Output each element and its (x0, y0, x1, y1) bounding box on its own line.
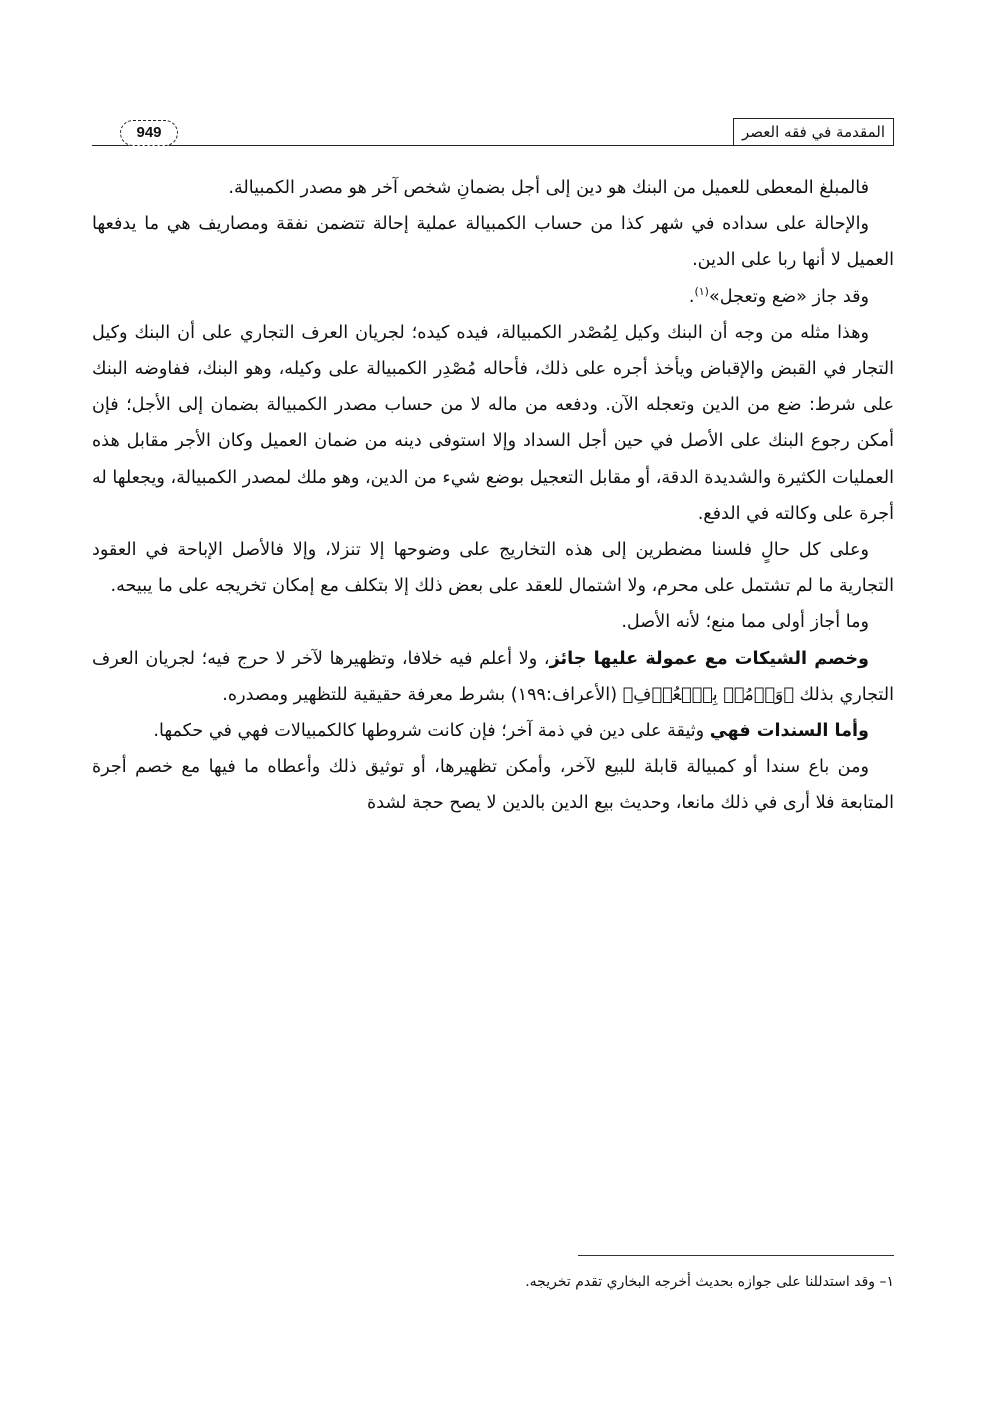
footnote: ١– وقد استدللنا على جوازه بحديث أخرجه البخاري تقدم تخريجه. (525, 1274, 894, 1290)
paragraph-text: وهذا مثله من وجه أن البنك وكيل لِمُصْدر الكمبيالة، فيده كيده؛ لجريان العرف التجاري على أن البنك وكيل التجار في القبض والإقباض ويأخذ أجره على ذلك، فأحاله مُصْدِر الكمبيالة على وكيله، وهو البنك، ففاوضه البنك على شرط: ضع من الدين وتعجله الآن. ودفعه من ماله لا من حساب مصدر الكمبيالة بضمان إلى الأجل؛ فإن أمكن رجوع البنك على الأصل في حين أجل السداد وإلا استوفى دينه من ضمان العميل وكان الأجر مقابل هذه العمليات الكثيرة والشديدة الدقة، أو مقابل التعجيل بوضع شيء من الدين، وهو ملك لمصدر الكمبيالة، ويجعلها له أجرة على وكالته في الدفع. (92, 322, 894, 524)
paragraph-text: وثيقة على دين في ذمة آخر؛ فإن كانت شروطها كالكمبيالات فهي في حكمها. (153, 721, 705, 742)
quran-verse: ﴿وَأۡمُرۡ بِٱلۡعُرۡفِ﴾ (622, 684, 794, 705)
paragraph-3 (92, 279, 894, 315)
paragraph-text: ، ولا أعلم فيه خلافا، وتظهيرها لآخر لا حرج فيه؛ لجريان العرف التجاري بذلك (92, 648, 894, 705)
paragraph-text: وقد جاز «ضع وتعجل» (708, 286, 869, 307)
book-title: المقدمة في فقه العصر (733, 118, 894, 145)
paragraph-text: ومن باع سندا أو كمبيالة قابلة للبيع لآخر، وأمكن تظهيرها، أو توثيق ذلك وأعطاه ما فيها مع خصم أجرة المتابعة فلا أرى في ذلك مانعا، وحديث بيع الدين بالدين لا يصح حجة لشدة (92, 757, 894, 814)
paragraph-text: وعلى كل حالٍ فلسنا مضطرين إلى هذه التخاريج على وضوحها إلا تنزلا، وإلا فالأصل الإباحة في العقود التجارية ما لم تشتمل على محرم، ولا اشتمال للعقد على بعض ذلك إلا بتكلف مع إمكان تخريجه على ما يبيحه. (92, 540, 894, 597)
paragraph-9 (92, 749, 894, 821)
header-rule (92, 145, 894, 146)
paragraph-text-after: بشرط معرفة حقيقية للتظهير ومصدره. (222, 684, 506, 705)
main-text (92, 170, 894, 822)
footnote-reference[interactable]: (١) (694, 284, 709, 298)
paragraph-text: فالمبلغ المعطى للعميل من البنك هو دين إلى أجل بضمانِ شخص آخر هو مصدر الكمبيالة. (228, 178, 869, 198)
quran-reference: (الأعراف:١٩٩) (510, 684, 618, 705)
paragraph-6 (92, 604, 894, 640)
page-number: 949 (120, 120, 178, 146)
page-header (92, 118, 894, 146)
paragraph-1 (92, 170, 894, 206)
paragraph-2 (92, 206, 894, 278)
paragraph-text: والإحالة على سداده في شهر كذا من حساب الكمبيالة عملية إحالة تتضمن نفقة ومصاريف هي ما يدفعها العميل لا أنها ربا على الدين. (92, 214, 894, 271)
footnote-rule (578, 1255, 894, 1256)
paragraph-bold-lead: وأما السندات فهي (709, 721, 869, 742)
paragraph-text: وما أجاز أولى مما منع؛ لأنه الأصل. (621, 612, 869, 633)
paragraph-8 (92, 713, 894, 749)
paragraph-punctuation: . (688, 286, 695, 307)
paragraph-4 (92, 315, 894, 532)
paragraph-7 (92, 641, 894, 713)
paragraph-5 (92, 532, 894, 604)
paragraph-bold-lead: وخصم الشيكات مع عمولة عليها جائز (549, 648, 869, 669)
